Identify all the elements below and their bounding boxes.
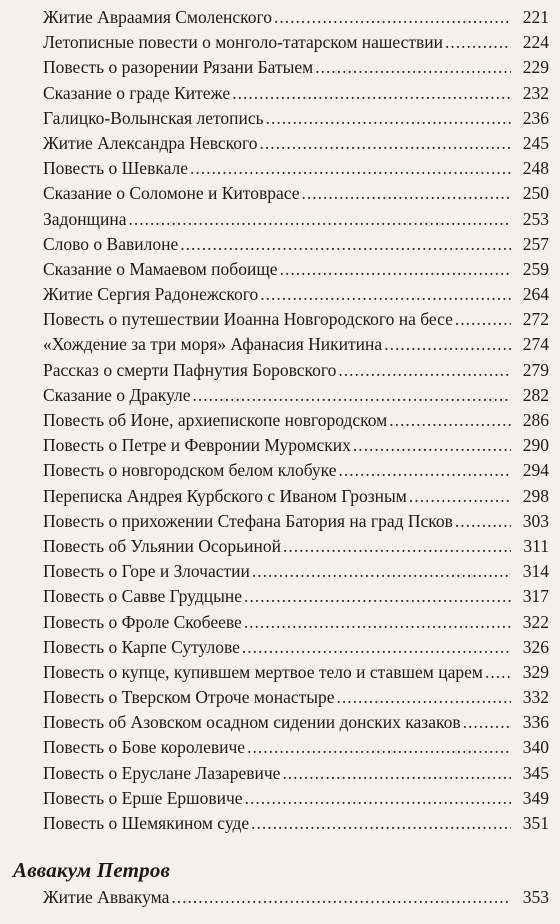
toc-entry-title: Житие Аввакума [43, 887, 170, 907]
toc-entry [0, 786, 560, 811]
dot-leader [455, 509, 511, 534]
toc-entry-title: Житие Александра Невского [43, 132, 258, 153]
toc-entry [0, 685, 560, 710]
toc-entry-page-number: 345 [522, 762, 549, 783]
toc-entry-title: Повесть о Тверском Отроче монастыре [43, 687, 335, 708]
dot-leader [463, 710, 511, 735]
toc-entry-title: Повесть о Савве Грудцыне [43, 586, 242, 607]
toc-entry-page-number: 259 [522, 258, 549, 279]
toc-entry-page-number: 264 [522, 284, 549, 305]
toc-entry [0, 660, 560, 685]
toc-entry-title: Повесть о Горе и Злочастии [43, 561, 250, 582]
toc-entry-page-number: 314 [522, 561, 549, 582]
toc-entry-page-number: 353 [522, 887, 549, 907]
dot-leader [280, 257, 511, 282]
toc-entry [0, 5, 560, 30]
toc-entry-title: Повесть об Азовском осадном сидении донских казаков [43, 712, 461, 733]
toc-entry [0, 610, 560, 635]
toc-entry-title: «Хождение за три моря» Афанасия Никитина [43, 334, 383, 355]
toc-entry [0, 207, 560, 232]
toc-entry-page-number: 274 [522, 334, 549, 355]
dot-leader [252, 559, 511, 584]
toc-entry-page-number: 332 [522, 687, 549, 708]
toc-entry-page-number: 253 [522, 208, 549, 229]
toc-entry-page-number: 221 [522, 7, 549, 27]
toc-entry-title: Повесть о Бове королевиче [43, 737, 246, 758]
toc-entry [0, 735, 560, 760]
toc-entry [0, 232, 560, 257]
toc-entry [0, 383, 560, 408]
toc-entry-title: Повесть о Еруслане Лазаревиче [43, 762, 281, 783]
toc-entry [0, 458, 560, 483]
dot-leader [251, 811, 511, 836]
dot-leader [129, 207, 511, 232]
dot-leader [282, 761, 511, 786]
toc-entry [0, 710, 560, 735]
dot-leader [315, 55, 511, 80]
toc-entry-title: Сказание о Мамаевом побоище [43, 258, 278, 279]
dot-leader [245, 786, 511, 811]
toc-entry-title: Задонщина [43, 208, 127, 229]
toc-entry-page-number: 282 [522, 384, 549, 405]
dot-leader [190, 156, 511, 181]
dot-leader [353, 433, 511, 458]
toc-entry-page-number: 250 [522, 183, 549, 204]
toc-entry [0, 559, 560, 584]
toc-entry-page-number: 236 [522, 107, 549, 128]
toc-entry [0, 156, 560, 181]
toc-entry [0, 181, 560, 206]
dot-leader [244, 584, 511, 609]
dot-leader [455, 307, 511, 332]
toc-entry [0, 332, 560, 357]
dot-leader [445, 30, 511, 55]
toc-entry-page-number: 286 [522, 410, 549, 430]
toc-entry-page-number: 340 [522, 737, 549, 758]
dot-leader [274, 5, 511, 30]
toc-entry [0, 81, 560, 106]
toc-entry-page-number: 290 [522, 435, 549, 456]
dot-leader [409, 484, 511, 509]
toc-entry-title: Повесть о Шевкале [43, 158, 188, 179]
dot-leader [339, 458, 511, 483]
toc-entry-title: Повесть о новгородском белом клобуке [43, 460, 337, 481]
dot-leader [171, 885, 511, 910]
toc-entry-title: Летописные повести о монголо-татарском нашествии [43, 32, 443, 53]
toc-entry-title: Повесть о путешествии Иоанна Новгородского на бесе [43, 309, 453, 330]
toc-entry [0, 358, 560, 383]
toc-entry-page-number: 317 [522, 586, 549, 607]
toc-entry-title: Переписка Андрея Курбского с Иваном Грозным [43, 485, 407, 506]
toc-entry-page-number: 322 [522, 611, 549, 632]
toc-entry-title: Повесть о прихожении Стефана Батория на град Псков [43, 510, 453, 531]
section-entry-list [0, 885, 560, 910]
toc-entry-title: Повесть о Фроле Скобееве [43, 611, 242, 632]
toc-entry-title: Повесть о купце, купившем мертвое тело и ставшем царем [43, 661, 483, 682]
dot-leader [193, 383, 511, 408]
toc-entry-title: Повесть об Ионе, архиепископе новгородском [43, 410, 388, 430]
toc-entry-page-number: 245 [522, 132, 549, 153]
toc-entry-page-number: 326 [522, 636, 549, 657]
toc-entry [0, 761, 560, 786]
dot-leader [338, 358, 511, 383]
toc-entry [0, 635, 560, 660]
toc-entry-page-number: 329 [522, 661, 549, 682]
toc-entry-page-number: 303 [522, 510, 549, 531]
dot-leader [302, 181, 511, 206]
toc-entry-title: Сказание о Соломоне и Китоврасе [43, 183, 300, 204]
dot-leader [384, 332, 511, 357]
dot-leader [266, 106, 511, 131]
toc-entry-title: Галицко-Волынская летопись [43, 107, 264, 128]
dot-leader [485, 660, 511, 685]
toc-entry-page-number: 229 [522, 57, 549, 78]
toc-entry-page-number: 279 [522, 359, 549, 380]
dot-leader [389, 408, 511, 433]
dot-leader [260, 131, 511, 156]
toc-entry [0, 534, 560, 559]
toc-entry-title: Повесть о разорении Рязани Батыем [43, 57, 314, 78]
toc-entry [0, 55, 560, 80]
toc-entry-page-number: 294 [522, 460, 549, 481]
toc-entry [0, 484, 560, 509]
toc-entry-title: Рассказ о смерти Пафнутия Боровского [43, 359, 337, 380]
toc-entry-title: Сказание о Дракуле [43, 384, 191, 405]
toc-entry [0, 811, 560, 836]
toc-entry [0, 509, 560, 534]
toc-entry-page-number: 349 [522, 787, 549, 808]
dot-leader [180, 232, 511, 257]
toc-entry [0, 885, 560, 910]
toc-entry [0, 307, 560, 332]
toc-entry [0, 433, 560, 458]
dot-leader [242, 635, 511, 660]
toc-entry-title: Повесть о Шемякином суде [43, 813, 250, 833]
toc-entry-title: Повесть об Ульянии Осорьиной [43, 535, 281, 556]
toc-entry-title: Повесть о Ерше Ершовиче [43, 787, 243, 808]
dot-leader [337, 685, 511, 710]
toc-entry-title: Сказание о граде Китеже [43, 82, 231, 103]
toc-entry [0, 131, 560, 156]
section-heading-author: Аввакум Петров [13, 858, 171, 882]
dot-leader [283, 534, 511, 559]
toc-entry-title: Повесть о Петре и Февронии Муромских [43, 435, 351, 456]
dot-leader [244, 610, 511, 635]
toc-entry [0, 584, 560, 609]
toc-list [0, 5, 560, 836]
toc-entry [0, 106, 560, 131]
toc-entry-page-number: 336 [522, 712, 549, 733]
toc-entry [0, 282, 560, 307]
toc-entry-page-number: 351 [522, 813, 549, 833]
toc-entry-page-number: 248 [522, 158, 549, 179]
toc-entry-page-number: 257 [522, 233, 549, 254]
toc-entry [0, 257, 560, 282]
toc-entry-title: Повесть о Карпе Сутулове [43, 636, 240, 657]
dot-leader [232, 81, 511, 106]
toc-entry-page-number: 272 [522, 309, 549, 330]
toc-entry-page-number: 232 [522, 82, 549, 103]
toc-entry [0, 408, 560, 433]
toc-entry-title: Слово о Вавилоне [43, 233, 179, 254]
toc-entry [0, 30, 560, 55]
dot-leader [247, 735, 511, 760]
toc-entry-title: Житие Сергия Радонежского [43, 284, 259, 305]
toc-entry-title: Житие Авраамия Смоленского [43, 7, 273, 27]
toc-entry-page-number: 298 [522, 485, 549, 506]
toc-entry-page-number: 311 [523, 535, 549, 556]
toc-entry-page-number: 224 [522, 32, 549, 53]
dot-leader [260, 282, 511, 307]
